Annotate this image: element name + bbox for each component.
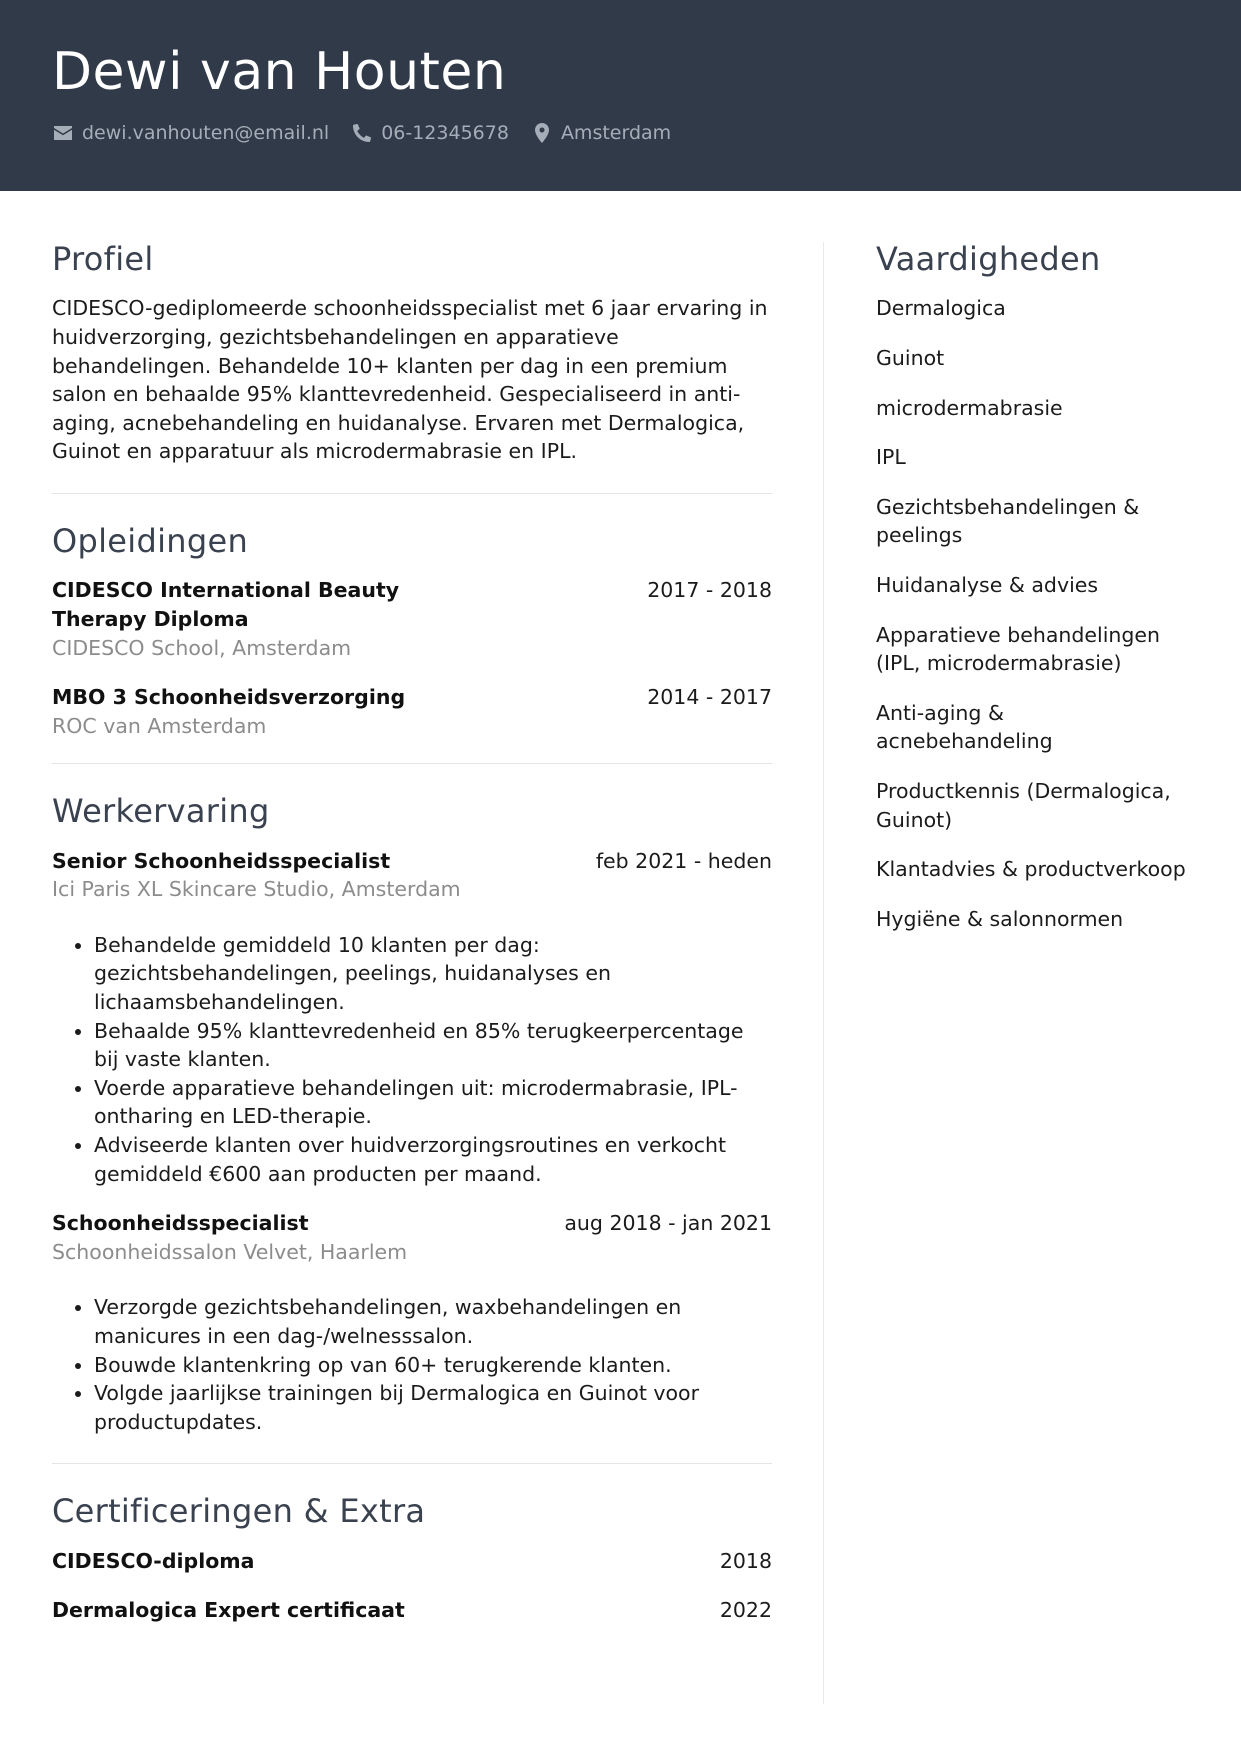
phone-icon <box>351 122 373 144</box>
profile-section <box>52 240 772 466</box>
section-title-profile: Profiel <box>52 240 154 278</box>
bullet-item: • Behaalde 95% klanttevredenheid en 85% terugkeerpercentage bij vaste klanten. <box>94 1017 772 1074</box>
skill-item: Dermalogica <box>876 296 1006 321</box>
education-dates: 2017 - 2018 <box>647 578 772 603</box>
skill-item: IPL <box>876 445 906 470</box>
bullet-item: • Bouwde klantenkring op van 60+ terugkerende klanten. <box>94 1351 772 1380</box>
certification-year: 2018 <box>719 1548 772 1573</box>
header <box>0 0 1241 191</box>
skills-list <box>876 294 1206 933</box>
contact-location <box>531 122 671 144</box>
skill-item: Klantadvies & productverkoop <box>876 857 1186 882</box>
section-divider <box>52 763 772 764</box>
bullet-item: • Verzorgde gezichtsbehandelingen, waxbehandelingen en manicures in een dag-/welnesssalon. <box>94 1293 772 1350</box>
phone-text: 06-12345678 <box>381 122 509 144</box>
job-title: Senior Schoonheidsspecialist <box>52 848 391 873</box>
skill-item: Hygiëne & salonnormen <box>876 906 1124 931</box>
contact-bar <box>52 122 693 144</box>
bullet-item: • Behandelde gemiddeld 10 klanten per dag: gezichtsbehandelingen, peelings, huidanalyses en lichaamsbehandelingen. <box>94 931 772 1017</box>
job-bullets <box>94 1293 772 1436</box>
company-name: Schoonheidssalon Velvet, Haarlem <box>52 1239 408 1264</box>
main-column <box>52 240 772 1625</box>
degree-title: MBO 3 Schoonheidsverzorging <box>52 685 406 710</box>
email-text: dewi.vanhouten@email.nl <box>82 122 330 144</box>
candidate-name: Dewi van Houten <box>52 42 507 102</box>
school-name: ROC van Amsterdam <box>52 713 267 738</box>
experience-item <box>52 847 772 1189</box>
experience-item <box>52 1209 772 1436</box>
skill-item: Apparatieve behandelingen (IPL, microdermabrasie) <box>876 622 1161 676</box>
skill-item: Huidanalyse & advies <box>876 572 1099 597</box>
map-pin-icon <box>531 122 553 144</box>
job-title: Schoonheidsspecialist <box>52 1211 309 1236</box>
section-title-certifications: Certificeringen & Extra <box>52 1492 426 1531</box>
education-item <box>52 576 772 662</box>
skill-item: Gezichtsbehandelingen & peelings <box>876 494 1140 548</box>
bullet-item: • Voerde apparatieve behandelingen uit: microdermabrasie, IPL-ontharing en LED-therapie. <box>94 1074 772 1131</box>
school-name: CIDESCO School, Amsterdam <box>52 635 352 660</box>
sidebar <box>876 240 1206 954</box>
section-title-education: Opleidingen <box>52 521 249 560</box>
experience-section <box>52 792 772 1436</box>
location-text: Amsterdam <box>560 122 672 144</box>
section-title-experience: Werkervaring <box>52 792 270 831</box>
bullet-item: • Volgde jaarlijkse trainingen bij Dermalogica en Guinot voor productupdates. <box>94 1379 772 1436</box>
certification-item <box>52 1547 772 1576</box>
certification-name: Dermalogica Expert certificaat <box>52 1598 405 1623</box>
column-divider <box>823 242 824 1704</box>
bullet-item: • Adviseerde klanten over huidverzorgingsroutines en verkocht gemiddeld €600 aan producten per maand. <box>94 1131 772 1188</box>
job-dates: feb 2021 - heden <box>595 848 772 873</box>
job-bullets <box>94 931 772 1188</box>
skill-item: Guinot <box>876 345 945 370</box>
certifications-section <box>52 1492 772 1625</box>
section-divider <box>52 1463 772 1464</box>
certification-item <box>52 1596 772 1625</box>
skill-item: Anti-aging & acnebehandeling <box>876 700 1053 754</box>
job-dates: aug 2018 - jan 2021 <box>564 1211 772 1236</box>
section-title-skills: Vaardigheden <box>876 240 1101 278</box>
contact-email[interactable] <box>52 122 329 144</box>
education-item <box>52 683 772 740</box>
skill-item: microdermabrasie <box>876 395 1063 420</box>
certification-year: 2022 <box>719 1598 772 1623</box>
education-section <box>52 522 772 740</box>
skill-item: Productkennis (Dermalogica, Guinot) <box>876 778 1171 832</box>
certification-name: CIDESCO-diploma <box>52 1548 255 1573</box>
company-name: Ici Paris XL Skincare Studio, Amsterdam <box>52 877 461 902</box>
profile-text: CIDESCO-gediplomeerde schoonheidsspecialist met 6 jaar ervaring in huidverzorging, gezichtsbehandelingen en apparatieve behandelingen. Behandelde 10+ klanten per dag in een premium salon en behaalde 95% klanttevredenheid. Gespecialiseerd in anti-aging, acnebehandeling en huidanalyse. Ervaren met Dermalogica, Guinot en apparatuur als microdermabrasie en IPL. <box>52 296 768 464</box>
section-divider <box>52 493 772 494</box>
education-dates: 2014 - 2017 <box>647 685 772 710</box>
degree-title: CIDESCO International Beauty Therapy Diploma <box>52 578 400 631</box>
envelope-icon <box>52 122 74 144</box>
contact-phone[interactable] <box>351 122 509 144</box>
